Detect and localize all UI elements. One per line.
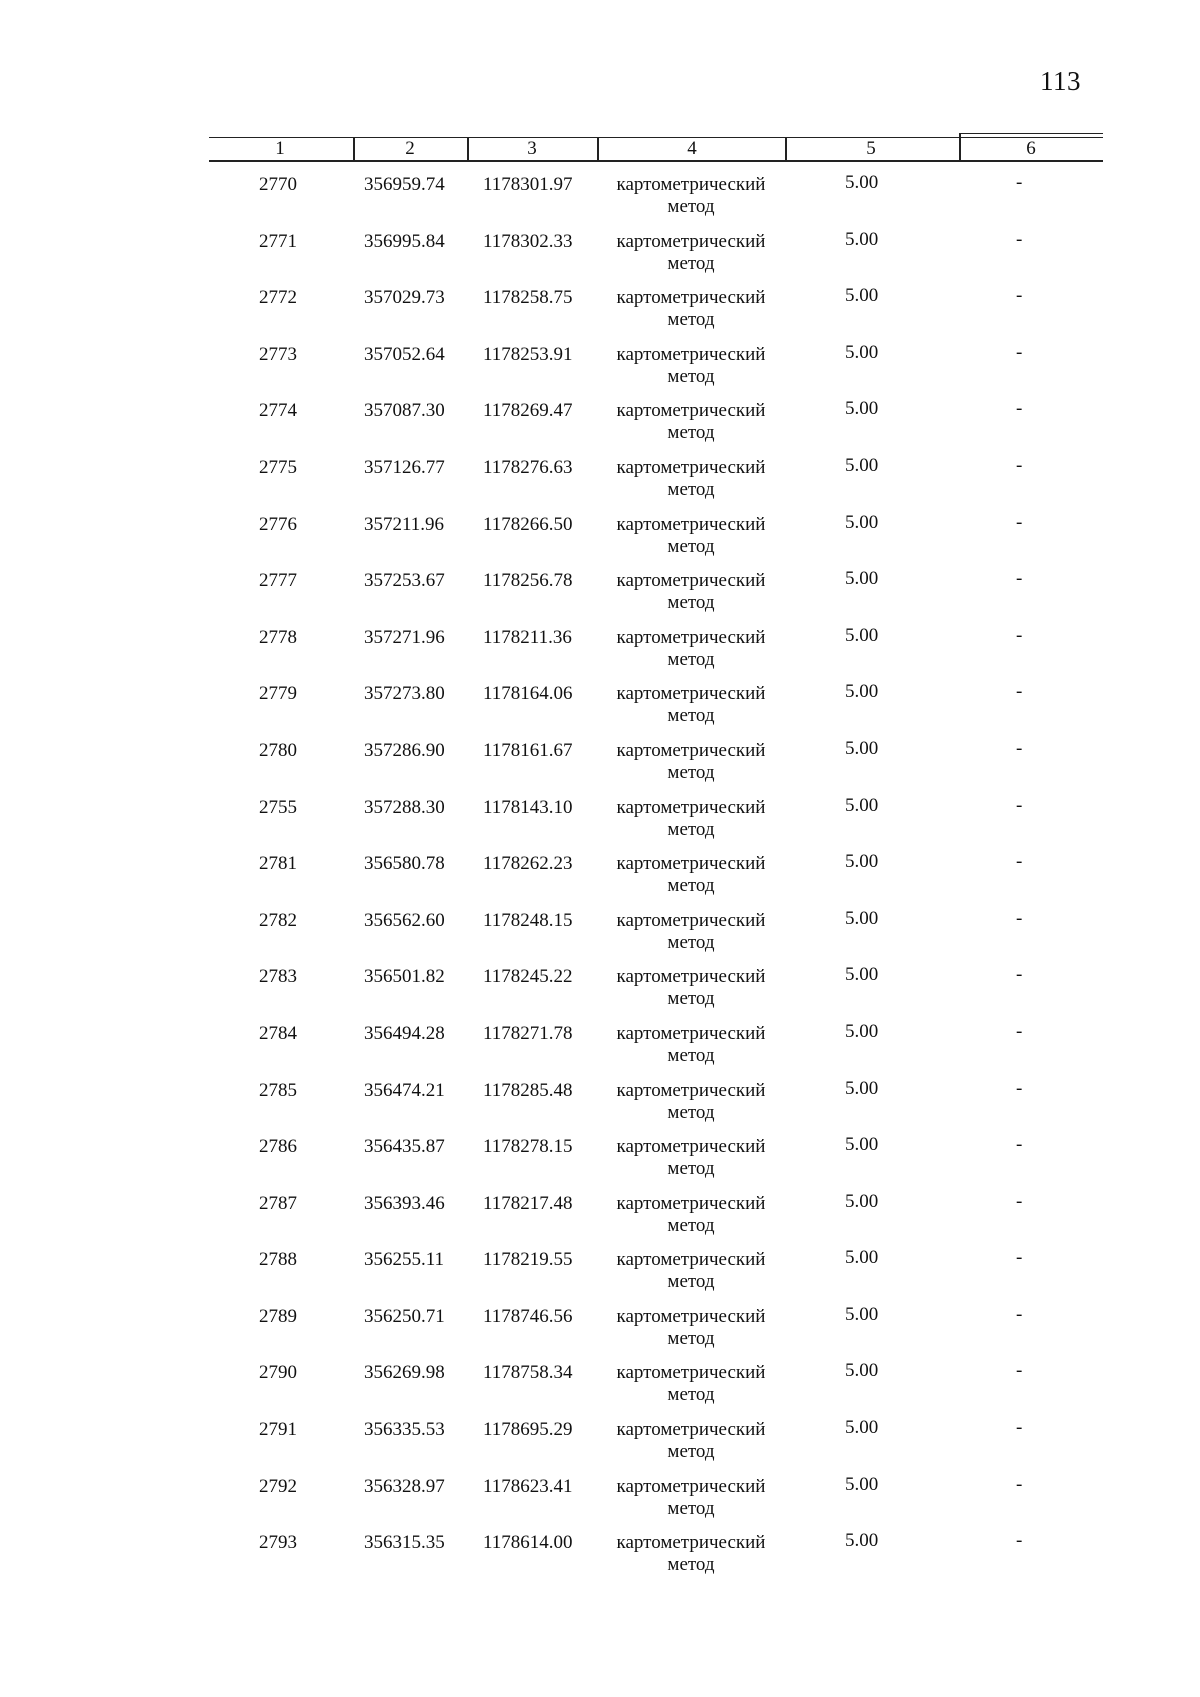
coordinate-x: 357087.30: [364, 400, 445, 422]
coordinate-y: 1178219.55: [483, 1249, 573, 1271]
column-header-2: 2: [405, 138, 415, 159]
error-value: 5.00: [845, 398, 879, 420]
coordinate-y: 1178266.50: [483, 513, 573, 535]
coordinate-x: 356250.71: [364, 1305, 445, 1327]
table-row: [0, 849, 1200, 906]
coordinate-y: 1178276.63: [483, 456, 573, 478]
error-value: 5.00: [845, 907, 879, 929]
method-line-1: картометрический: [616, 909, 766, 931]
coordinate-x: 356474.21: [364, 1079, 445, 1101]
method-line-2: метод: [667, 875, 715, 897]
error-value: 5.00: [845, 737, 879, 759]
error-value: 5.00: [845, 1077, 879, 1099]
coordinate-x: 356995.84: [364, 230, 445, 252]
error-value: 5.00: [845, 1190, 879, 1212]
point-number: 2788: [259, 1249, 297, 1271]
method-line-1: картометрический: [616, 174, 766, 195]
point-number: 2772: [259, 287, 297, 309]
method-line-2: метод: [667, 1271, 715, 1293]
error-value: 5.00: [845, 851, 879, 873]
note-value: -: [1016, 681, 1023, 703]
note-value: -: [1016, 1303, 1023, 1325]
error-value: 5.00: [845, 454, 879, 476]
error-value: 5.00: [845, 1134, 879, 1156]
coordinate-y: 1178253.91: [483, 343, 573, 365]
table-row: [0, 623, 1200, 680]
note-value: -: [1016, 1077, 1023, 1099]
method-line-2: метод: [667, 648, 715, 670]
method-cell: [606, 1362, 776, 1406]
error-value: 5.00: [845, 568, 879, 590]
header-bottom-rule: [209, 160, 1103, 162]
coordinate-y: 1178301.97: [483, 174, 573, 195]
table-row: [0, 1472, 1200, 1529]
method-cell: [606, 570, 776, 614]
coordinate-y: 1178695.29: [483, 1419, 573, 1441]
point-number: 2773: [259, 343, 297, 365]
method-cell: [606, 966, 776, 1010]
coordinate-y: 1178302.33: [483, 230, 573, 252]
coordinate-y: 1178164.06: [483, 683, 573, 705]
method-line-1: картометрический: [616, 400, 766, 422]
coordinate-x: 356494.28: [364, 1022, 445, 1044]
table-row: [0, 1245, 1200, 1302]
point-number: 2774: [259, 400, 297, 422]
column-header-1: 1: [275, 138, 285, 159]
method-line-1: картометрический: [616, 456, 766, 478]
note-value: -: [1016, 737, 1023, 759]
method-line-1: картометрический: [616, 1249, 766, 1271]
table-row: [0, 227, 1200, 284]
error-value: 5.00: [845, 1473, 879, 1495]
note-value: -: [1016, 454, 1023, 476]
note-value: -: [1016, 1190, 1023, 1212]
error-value: 5.00: [845, 228, 879, 250]
coordinate-y: 1178245.22: [483, 966, 573, 988]
error-value: 5.00: [845, 1247, 879, 1269]
point-number: 2777: [259, 570, 297, 592]
method-cell: [606, 1249, 776, 1293]
method-line-2: метод: [667, 1441, 715, 1463]
point-number: 2784: [259, 1022, 297, 1044]
coordinate-x: 356562.60: [364, 909, 445, 931]
coordinate-y: 1178256.78: [483, 570, 573, 592]
method-line-1: картометрический: [616, 626, 766, 648]
note-value: -: [1016, 228, 1023, 250]
method-cell: [606, 797, 776, 841]
page-number: 113: [1040, 66, 1081, 96]
method-line-2: метод: [667, 931, 715, 953]
coordinate-x: 357273.80: [364, 683, 445, 705]
coordinate-x: 357052.64: [364, 343, 445, 365]
table-row: [0, 453, 1200, 510]
coordinate-x: 357029.73: [364, 287, 445, 309]
coordinate-y: 1178143.10: [483, 796, 573, 818]
column-header-4: 4: [687, 138, 697, 159]
note-value: -: [1016, 172, 1023, 193]
method-line-1: картометрический: [616, 513, 766, 535]
method-cell: [606, 1306, 776, 1350]
point-number: 2785: [259, 1079, 297, 1101]
note-value: -: [1016, 851, 1023, 873]
method-line-2: метод: [667, 592, 715, 614]
method-line-2: метод: [667, 365, 715, 387]
coordinate-x: 356255.11: [364, 1249, 445, 1271]
method-line-1: картометрический: [616, 1362, 766, 1384]
point-number: 2781: [259, 853, 297, 875]
error-value: 5.00: [845, 341, 879, 363]
coordinate-x: 356435.87: [364, 1136, 445, 1158]
method-cell: [606, 1532, 776, 1576]
method-line-2: метод: [667, 1497, 715, 1519]
method-cell: [606, 1080, 776, 1124]
header-divider: [467, 138, 469, 160]
table-row: [0, 1076, 1200, 1133]
coordinate-y: 1178161.67: [483, 739, 573, 761]
note-value: -: [1016, 1020, 1023, 1042]
note-value: -: [1016, 1417, 1023, 1439]
method-line-2: метод: [667, 1214, 715, 1236]
method-line-1: картометрический: [616, 1475, 766, 1497]
coordinate-y: 1178262.23: [483, 853, 573, 875]
point-number: 2780: [259, 739, 297, 761]
note-value: -: [1016, 907, 1023, 929]
table-row: [0, 1415, 1200, 1472]
error-value: 5.00: [845, 624, 879, 646]
table-row: [0, 962, 1200, 1019]
note-value: -: [1016, 1473, 1023, 1495]
table-row: [0, 1132, 1200, 1189]
table-row: [0, 283, 1200, 340]
method-line-2: метод: [667, 252, 715, 274]
method-cell: [606, 1023, 776, 1067]
coordinate-x: 356328.97: [364, 1475, 445, 1497]
point-number: 2771: [259, 230, 297, 252]
header-divider: [785, 138, 787, 160]
point-number: 2783: [259, 966, 297, 988]
error-value: 5.00: [845, 1417, 879, 1439]
error-value: 5.00: [845, 794, 879, 816]
note-value: -: [1016, 1247, 1023, 1269]
note-value: -: [1016, 285, 1023, 307]
error-value: 5.00: [845, 285, 879, 307]
header-top-rule: [209, 137, 1103, 138]
table-row: [0, 396, 1200, 453]
method-line-1: картометрический: [616, 796, 766, 818]
method-line-2: метод: [667, 705, 715, 727]
note-value: -: [1016, 398, 1023, 420]
table-row: [0, 340, 1200, 397]
method-cell: [606, 287, 776, 331]
coordinate-y: 1178623.41: [483, 1475, 573, 1497]
note-value: -: [1016, 964, 1023, 986]
point-number: 2776: [259, 513, 297, 535]
point-number: 2778: [259, 626, 297, 648]
method-line-1: картометрический: [616, 739, 766, 761]
point-number: 2793: [259, 1532, 297, 1554]
method-line-2: метод: [667, 1327, 715, 1349]
method-line-1: картометрический: [616, 1419, 766, 1441]
table-row: [0, 679, 1200, 736]
error-value: 5.00: [845, 1020, 879, 1042]
error-value: 5.00: [845, 172, 879, 193]
method-line-2: метод: [667, 1044, 715, 1066]
table-row: [0, 736, 1200, 793]
error-value: 5.00: [845, 681, 879, 703]
note-value: -: [1016, 1360, 1023, 1382]
method-line-2: метод: [667, 309, 715, 331]
method-cell: [606, 1136, 776, 1180]
method-line-2: метод: [667, 1384, 715, 1406]
method-line-1: картометрический: [616, 853, 766, 875]
coordinate-y: 1178271.78: [483, 1022, 573, 1044]
coordinate-y: 1178285.48: [483, 1079, 573, 1101]
method-line-2: метод: [667, 535, 715, 557]
note-value: -: [1016, 794, 1023, 816]
method-line-2: метод: [667, 761, 715, 783]
coordinate-x: 357288.30: [364, 796, 445, 818]
method-cell: [606, 457, 776, 501]
note-value: -: [1016, 624, 1023, 646]
table-row: [0, 1528, 1200, 1585]
method-cell: [606, 231, 776, 275]
header-divider: [597, 138, 599, 160]
method-line-2: метод: [667, 478, 715, 500]
point-number: 2775: [259, 456, 297, 478]
coordinate-x: 357286.90: [364, 739, 445, 761]
note-value: -: [1016, 511, 1023, 533]
coordinate-y: 1178217.48: [483, 1192, 573, 1214]
method-cell: [606, 853, 776, 897]
table-row: [0, 793, 1200, 850]
column-header-3: 3: [527, 138, 537, 159]
method-line-1: картометрический: [616, 1192, 766, 1214]
method-line-1: картометрический: [616, 343, 766, 365]
header-top-rule-right: [960, 133, 1103, 134]
coordinate-x: 356501.82: [364, 966, 445, 988]
point-number: 2787: [259, 1192, 297, 1214]
method-line-2: метод: [667, 1158, 715, 1180]
method-line-1: картометрический: [616, 230, 766, 252]
note-value: -: [1016, 341, 1023, 363]
method-cell: [606, 910, 776, 954]
coordinate-x: 357253.67: [364, 570, 445, 592]
method-cell: [606, 740, 776, 784]
table-body: [0, 170, 1200, 1585]
point-number: 2792: [259, 1475, 297, 1497]
column-header-5: 5: [866, 138, 876, 159]
point-number: 2790: [259, 1362, 297, 1384]
coordinate-y: 1178278.15: [483, 1136, 573, 1158]
error-value: 5.00: [845, 1530, 879, 1552]
error-value: 5.00: [845, 1303, 879, 1325]
note-value: -: [1016, 1530, 1023, 1552]
method-line-2: метод: [667, 988, 715, 1010]
coordinate-x: 357126.77: [364, 456, 445, 478]
column-header-6: 6: [1026, 138, 1036, 159]
coordinate-x: 356269.98: [364, 1362, 445, 1384]
table-row: [0, 510, 1200, 567]
table-row: [0, 906, 1200, 963]
method-line-1: картометрический: [616, 1079, 766, 1101]
point-number: 2755: [259, 796, 297, 818]
coordinate-x: 357271.96: [364, 626, 445, 648]
coordinate-x: 356959.74: [364, 174, 445, 195]
coordinate-y: 1178614.00: [483, 1532, 573, 1554]
coordinate-x: 356315.35: [364, 1532, 445, 1554]
point-number: 2779: [259, 683, 297, 705]
table-row: [0, 1358, 1200, 1415]
method-line-2: метод: [667, 196, 715, 217]
method-line-1: картометрический: [616, 966, 766, 988]
method-cell: [606, 627, 776, 671]
table-row: [0, 1302, 1200, 1359]
note-value: -: [1016, 1134, 1023, 1156]
point-number: 2782: [259, 909, 297, 931]
method-line-1: картометрический: [616, 683, 766, 705]
method-line-1: картометрический: [616, 1022, 766, 1044]
header-divider: [959, 133, 961, 160]
method-line-1: картометрический: [616, 287, 766, 309]
coordinate-x: 357211.96: [364, 513, 445, 535]
table-row: [0, 566, 1200, 623]
method-cell: [606, 514, 776, 558]
point-number: 2791: [259, 1419, 297, 1441]
coordinate-x: 356335.53: [364, 1419, 445, 1441]
method-line-1: картометрический: [616, 570, 766, 592]
coordinate-x: 356580.78: [364, 853, 445, 875]
point-number: 2789: [259, 1305, 297, 1327]
error-value: 5.00: [845, 1360, 879, 1382]
method-line-2: метод: [667, 818, 715, 840]
header-divider: [353, 138, 355, 160]
coordinate-y: 1178248.15: [483, 909, 573, 931]
method-line-1: картометрический: [616, 1532, 766, 1554]
method-line-2: метод: [667, 1554, 715, 1576]
method-cell: [606, 344, 776, 388]
error-value: 5.00: [845, 511, 879, 533]
method-cell: [606, 174, 776, 218]
table-row: [0, 170, 1200, 227]
coordinate-y: 1178258.75: [483, 287, 573, 309]
method-cell: [606, 1419, 776, 1463]
table-row: [0, 1189, 1200, 1246]
method-line-1: картометрический: [616, 1136, 766, 1158]
method-cell: [606, 1476, 776, 1520]
method-cell: [606, 683, 776, 727]
coordinate-y: 1178746.56: [483, 1305, 573, 1327]
method-line-2: метод: [667, 422, 715, 444]
table-row: [0, 1019, 1200, 1076]
coordinate-x: 356393.46: [364, 1192, 445, 1214]
note-value: -: [1016, 568, 1023, 590]
coordinate-y: 1178758.34: [483, 1362, 573, 1384]
method-line-1: картометрический: [616, 1305, 766, 1327]
point-number: 2786: [259, 1136, 297, 1158]
method-line-2: метод: [667, 1101, 715, 1123]
coordinate-y: 1178269.47: [483, 400, 573, 422]
method-cell: [606, 400, 776, 444]
coordinate-y: 1178211.36: [483, 626, 572, 648]
point-number: 2770: [259, 174, 297, 195]
error-value: 5.00: [845, 964, 879, 986]
method-cell: [606, 1193, 776, 1237]
